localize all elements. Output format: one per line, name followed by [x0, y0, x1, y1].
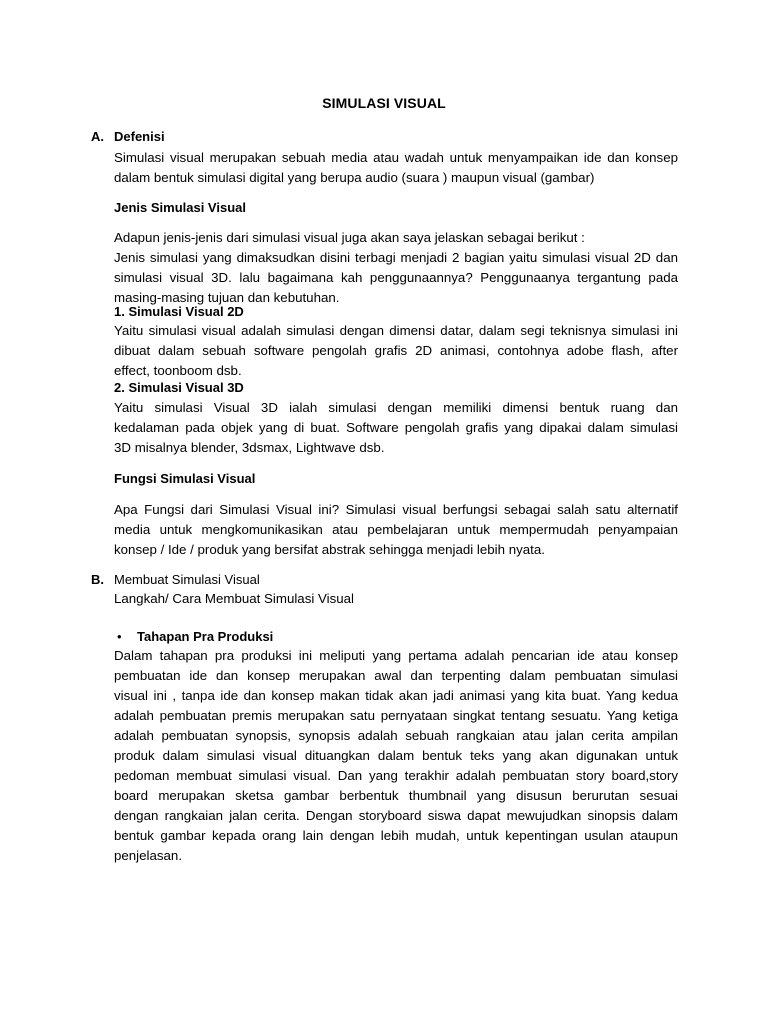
definition-paragraph — [114, 148, 678, 188]
list-item-body — [114, 398, 678, 458]
paragraph-line: Yaitu simulasi Visual 3D ialah simulasi dengan memiliki dimensi bentuk ruang dan — [114, 400, 678, 415]
section-b-subheading: Langkah/ Cara Membuat Simulasi Visual — [114, 591, 354, 606]
paragraph-line: Apa Fungsi dari Simulasi Visual ini? Simulasi visual berfungsi sebagai salah satu alternatif — [114, 502, 678, 517]
section-b-heading: Membuat Simulasi Visual — [114, 572, 260, 587]
paragraph-line: dengan rangkaian jalan cerita. Dengan storyboard siswa dapat mewujudkan sinopsis dalam — [114, 808, 678, 823]
section-a-heading: Defenisi — [114, 129, 165, 144]
paragraph-line: produk dalam simulasi visual dituangkan dalam bentuk teks yang akan digunakan untuk — [114, 748, 678, 763]
jenis-paragraph — [114, 228, 678, 308]
paragraph-line: Yaitu simulasi visual adalah simulasi dengan dimensi datar, dalam segi teknisnya simulasi ini — [114, 323, 678, 338]
paragraph-line: pembuatan ide dan konsep merupakan awal dan terpenting dalam pembuatan simulasi — [114, 668, 678, 683]
paragraph-line: kedalaman pada objek yang di buat. Software pengolah grafis yang dipakai dalam simulasi — [114, 420, 678, 435]
fungsi-heading: Fungsi Simulasi Visual — [114, 471, 256, 486]
paragraph-line: penjelasan. — [114, 848, 183, 863]
fungsi-paragraph — [114, 500, 678, 560]
paragraph-line: Adapun jenis-jenis dari simulasi visual juga akan saya jelaskan sebagai berikut : — [114, 230, 585, 245]
list-item-body — [114, 321, 678, 381]
paragraph-line: 3D misalnya blender, 3dsmax, Lightwave dsb. — [114, 440, 385, 455]
list-item-label: 2. Simulasi Visual 3D — [114, 380, 244, 395]
paragraph-line: adalah pembuatan synopsis, synopsis adalah sebuah rangkaian atau jalan cerita ampilan — [114, 728, 678, 743]
paragraph-line: konsep / Ide / produk yang bersifat abstrak sehingga menjadi lebih nyata. — [114, 542, 545, 557]
paragraph-line: media untuk mengkomunikasikan atau pembelajaran untuk mempermudah penyampaian — [114, 522, 678, 537]
paragraph-line: simulasi visual 3D. lalu bagaimana kah penggunaannya? Penggunaanya tergantung pada — [114, 270, 678, 285]
pra-produksi-paragraph — [114, 646, 678, 866]
document-title: SIMULASI VISUAL — [322, 95, 446, 111]
paragraph-line: masing-masing tujuan dan kebutuhan. — [114, 290, 340, 305]
bullet-label: Tahapan Pra Produksi — [137, 629, 274, 644]
paragraph-line: pedoman membuat simulasi visual. Dan yang terakhir adalah pembuatan story board,story — [114, 768, 678, 783]
jenis-heading: Jenis Simulasi Visual — [114, 200, 246, 215]
paragraph-line: Simulasi visual merupakan sebuah media atau wadah untuk menyampaikan ide dan konsep — [114, 150, 678, 165]
paragraph-line: effect, toonboom dsb. — [114, 363, 242, 378]
paragraph-line: board merupakan sketsa gambar berbentuk thumbnail yang disusun berurutan sesuai — [114, 788, 678, 803]
list-item-label: 1. Simulasi Visual 2D — [114, 304, 244, 319]
paragraph-line: adalah pembuatan premis merupakan satu pernyataan singkat tentang sesuatu. Yang ketiga — [114, 708, 678, 723]
paragraph-line: Jenis simulasi yang dimaksudkan disini terbagi menjadi 2 bagian yaitu simulasi visual 2D dan — [114, 250, 678, 265]
paragraph-line: visual ini , tanpa ide dan konsep makan tidak akan jadi animasi yang kita buat. Yang kedua — [114, 688, 678, 703]
paragraph-line: bentuk gambar kepada orang lain dengan lebih mudah, untuk kepentingan usulan ataupun — [114, 828, 678, 843]
paragraph-line: Dalam tahapan pra produksi ini meliputi yang pertama adalah pencarian ide atau konsep — [114, 648, 678, 663]
bullet-icon: • — [117, 629, 122, 644]
paragraph-line: dibuat dalam sebuah software pengolah grafis 2D animasi, contohnya adobe flash, after — [114, 343, 678, 358]
paragraph-line: dalam bentuk simulasi digital yang berupa audio (suara ) maupun visual (gambar) — [114, 170, 595, 185]
section-b-letter: B. — [91, 572, 104, 587]
section-a-letter: A. — [91, 129, 104, 144]
